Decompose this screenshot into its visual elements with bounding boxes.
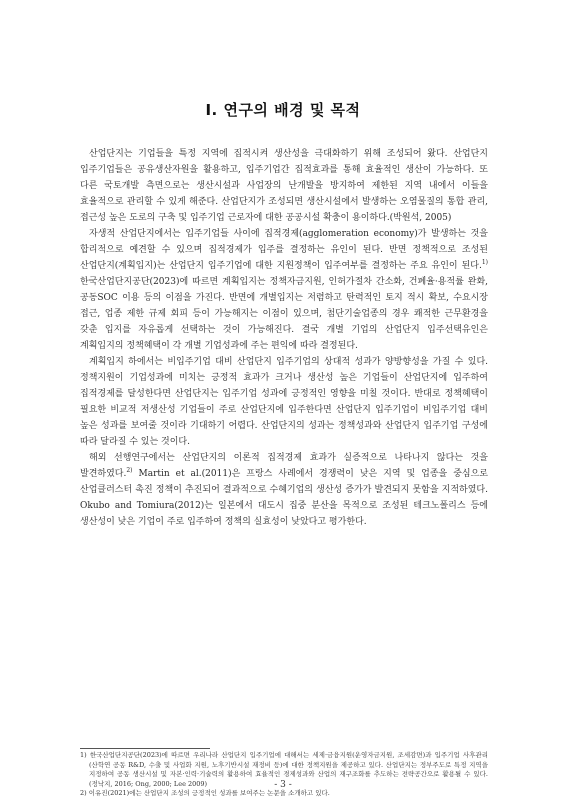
footnote-ref-2[interactable]: 2) (126, 467, 133, 474)
paragraph-2 (80, 226, 488, 354)
paragraph-3: 계획입지 하에서는 비입주기업 대비 산업단지 입주기업의 상대적 성과가 양방향성을 가질 수 있다. 정책지원이 기업성과에 미치는 긍정적 효과가 크거나 생산성 높은 기업들이 산업단지에 입주하여 집적경제를 달성한다면 산업단지는 입주기업 성과에 긍정적인 영향을 미칠 것이다. 반대로 정책혜택이 필요한 비교적 저생산성 기업들이 주로 산업단지에 입주한다면 산업단지 입주기업이 비입주기업 대비 높은 성과를 보여줄 것이라 기대하기 어렵다. 산업단지의 성과는 정책성과와 산업단지 입주기업 구성에 따라 달라질 수 있는 것이다. (80, 357, 488, 447)
footnote-1: 1) 한국산업단지공단(2023)에 따르면 우리나라 산업단지 입주기업에 대해서는 세제·금융지원(운영자금지원, 조세감면)과 입주기업 사후관리(산학연 공동 R&D, 수출 및 사업화 지원, 노후기반시설 재정비 등)에 대한 정책지원을 제공하고 있다. 산업단지는 정부주도로 특정 지역을 지정하여 공동 생산시설 및 자본·인력·기술력의 활용하여 효율적인 경제성과와 산업의 재구조화를 추도하는 전략공간으로 활용될 수 있다.(정낙지, 2016; Ong, 2000; Lee 2009) (80, 751, 488, 788)
footnote-ref-1[interactable]: 1) (481, 259, 488, 266)
footnote-divider (80, 748, 210, 749)
footnote-2: 2) 이유진(2021)에는 산업단지 조성의 긍정적인 성과를 보여주는 논문을 소개하고 있다. (80, 789, 330, 797)
page-number: - 3 - (274, 780, 292, 790)
paragraph-2-text: 자생적 산업단지에서는 입주기업들 사이에 집적경제(agglomeration economy)가 발생하는 것을 합리적으로 예견할 수 있으며 집적경제가 입주를 결정하는 유인이 된다. 반면 정책적으로 조성된 산업단지(계획입지)는 산업단지 입주기업에 대한 지원정책이 입주여부를 결정하는 주요 유인이 된다. (80, 229, 488, 271)
paragraph-4 (80, 450, 488, 530)
paragraph-4-text: 해외 선행연구에서는 산업단지의 이론적 집적경제 효과가 실증적으로 나타나지 않다는 것을 발견하였다. (80, 453, 488, 479)
section-title: Ⅰ. 연구의 배경 및 목적 (205, 101, 361, 119)
paragraph-2-continuation: 한국산업단지공단(2023)에 따르면 계획입지는 정책자금지원, 인허가절차 간소화, 건폐율·용적률 완화, 공동SOC 이용 등의 이점을 가진다. 반면에 개별입지는 저렴하고 탄력적인 토지 적시 확보, 수요시장 접근, 업종 제한 규제 회피 등이 가능해지는 이점이 있으며, 첨단기술업종의 경우 쾌적한 근무환경을 갖춘 입지를 자유롭게 선택하는 것이 가능해진다. 결국 개별 기업의 산업단지 입주선택유인은 계획입지의 정책혜택이 각 개별 기업성과에 주는 편익에 따라 결정된다. (80, 277, 488, 351)
paragraph-1: 산업단지는 기업들을 특정 지역에 집적시켜 생산성을 극대화하기 위해 조성되어 왔다. 산업단지 입주기업들은 공유생산자원을 활용하고, 입주기업간 집적효과를 통해 효율적인 생산이 가능하다. 또 다른 국토개발 측면으로는 생산시설과 사업장의 난개발을 방지하여 제한된 지역 내에서 이들을 효율적으로 관리할 수 있게 해준다. 산업단지가 조성되면 생산시설에서 발생하는 오염물질의 통합 관리, 접근성 높은 도로의 구축 및 입주기업 근로자에 대한 공공시설 확충이 용이하다.(박원석, 2005) (80, 149, 488, 223)
footnotes (80, 751, 488, 799)
paragraph-4-continuation: Martin et al.(2011)은 프랑스 사례에서 경쟁력이 낮은 지역 및 업종을 중심으로 산업클러스터 촉진 정책이 추진되어 결과적으로 수혜기업의 생산성 증가가 발견되지 못함을 지적하였다. Okubo and Tomiura(2012)는 일본에서 대도시 집중 분산을 목적으로 조성된 테크노폴리스 등에 생산성이 낮은 기업이 주로 입주하여 정책의 실효성이 낮았다고 평가한다. (80, 469, 488, 527)
body-text (80, 146, 488, 530)
